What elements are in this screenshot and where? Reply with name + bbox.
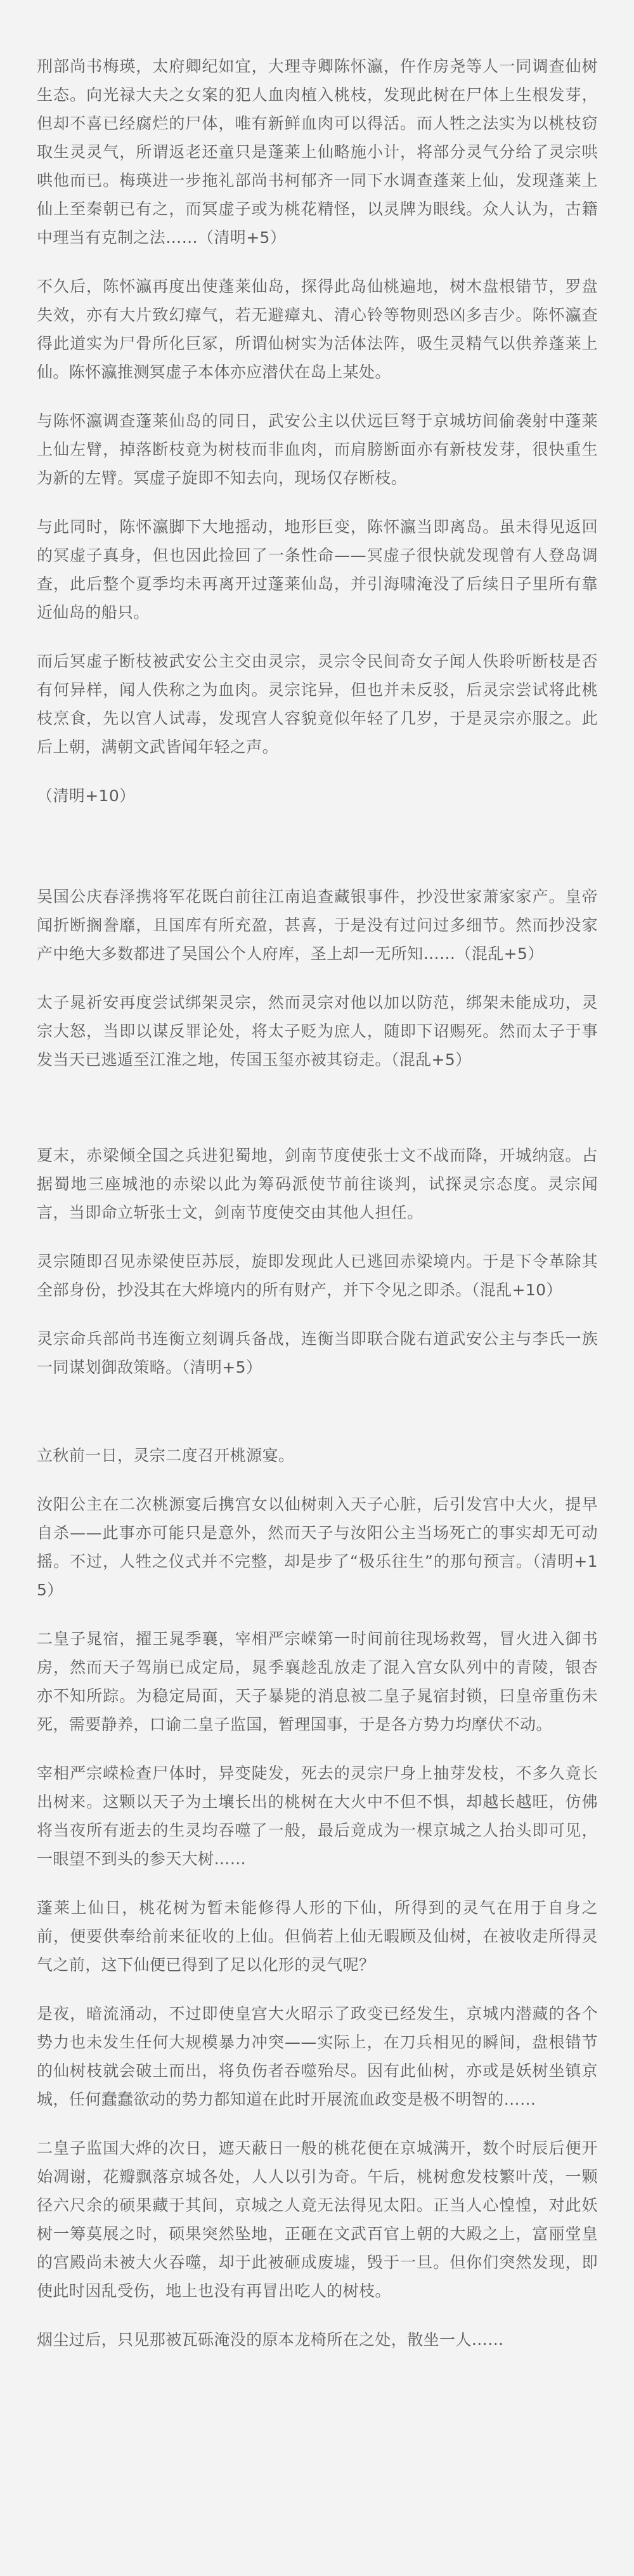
paragraph: 立秋前一日，灵宗二度召开桃源宴。 — [37, 1446, 295, 1465]
paragraph: 蓬莱上仙日，桃花树为暂未能修得人形的下仙，所得到的灵气在用于自身之前，便要供奉给前来征收的上仙。但倘若上仙无暇顾及仙树，在被收走所得灵气之前，这下仙便已得到了足以化形的灵气呢？ — [37, 1899, 598, 1974]
section-divider-space — [37, 1402, 598, 1441]
paragraph: 是夜，暗流涌动，不过即使皇宫大火昭示了政变已经发生，京城内潜藏的各个势力也未发生任何大规模暴力冲突——实际上，在刀兵相见的瞬间，盘根错节的仙树枝就会破土而出，将负伤者吞噬殆尽。因有此仙树，亦或是妖树坐镇京城，任何蠢蠢欲动的势力都知道在此时开展流血政变是极不明智的…… — [37, 2004, 598, 2109]
paragraph: 烟尘过后，只见那被瓦砾淹没的原本龙椅所在之处，散坐一人…… — [37, 2331, 504, 2349]
section-divider-space — [37, 1094, 598, 1141]
story-text-column — [37, 52, 598, 2354]
paragraph: 宰相严宗嵘检查尸体时，异变陡发，死去的灵宗尸身上抽芽发枝，不多久竟长出树来。这颗以天子为土壤长出的桃树在大火中不但不惧，却越长越旺，仿佛将当夜所有逝去的生灵均吞噬了一般，最后竟成为一棵京城之人抬头即可见，一眼望不到头的参天大树…… — [37, 1764, 598, 1868]
paragraph: 灵宗命兵部尚书连衡立刻调兵备战，连衡当即联合陇右道武安公主与李氏一族一同谋划御敌策略。（清明+5） — [37, 1330, 598, 1376]
paragraph: 汝阳公主在二次桃源宴后携宫女以仙树刺入天子心脏，后引发宫中大火，提早自杀——此事亦可能只是意外，然而天子与汝阳公主当场死亡的事实却无可动摇。不过，人牲之仪式并不完整，却是步了“极乐往生”的那句预言。（清明+15） — [37, 1495, 598, 1599]
paragraph: 太子晁祈安再度尝试绑架灵宗，然而灵宗对他以加以防范，绑架未能成功，灵宗大怒，当即以谋反罪论处，将太子贬为庶人，随即下诏赐死。然而太子于事发当天已逃遁至江淮之地，传国玉玺亦被其窃走。（混乱+5） — [37, 993, 598, 1069]
paragraph: 二皇子监国大烨的次日，遮天蔽日一般的桃花便在京城满开，数个时辰后便开始凋谢，花瓣飘落京城各处，人人以引为奇。午后，桃树愈发枝繁叶茂，一颗径六尺余的硕果藏于其间，京城之人竟无法得见太阳。正当人心惶惶，对此妖树一筹莫展之时，硕果突然坠地，正砸在文武百官上朝的大殿之上，富丽堂皇的宫殿尚未被大火吞噬，却于此被砸成废墟，毁于一旦。但你们突然发现，即使此时因乱受伤，地上也没有再冒出吃人的树枝。 — [37, 2139, 598, 2300]
paragraph: 而后冥虚子断枝被武安公主交由灵宗，灵宗令民间奇女子闻人佚聆听断枝是否有何异样，闻人佚称之为血肉。灵宗诧异，但也并未反驳，后灵宗尝试将此桃枝烹食，先以宫人试毒，发现宫人容貌竟似年轻了几岁，于是灵宗亦服之。此后上朝，满朝文武皆闻年轻之声。 — [37, 652, 598, 756]
paragraph: 吴国公庆春泽携将军花既白前往江南追查藏银事件，抄没世家萧家家产。皇帝闻折断搁誊靡，且国库有所充盈，甚喜，于是没有过问过多细节。然而抄没家产中绝大多数都进了吴国公个人府库，圣上却一无所知……（混乱+5） — [37, 887, 598, 963]
paragraph: 夏末，赤梁倾全国之兵进犯蜀地，剑南节度使张士文不战而降，开城纳寇。占据蜀地三座城池的赤梁以此为筹码派使节前往谈判，试探灵宗态度。灵宗闻言，当即命立斩张士文，剑南节度使交由其他人担任。 — [37, 1146, 598, 1222]
paragraph-status: （清明+10） — [37, 787, 136, 805]
paragraph: 与陈怀瀛调查蓬莱仙岛的同日，武安公主以伏远巨弩于京城坊间偷袭射中蓬莱上仙左臂，掉落断枝竟为树枝而非血肉，而肩膀断面亦有新枝发芽，很快重生为新的左臂。冥虚子旋即不知去向，现场仅存断枝。 — [37, 412, 598, 487]
paragraph: 不久后，陈怀瀛再度出使蓬莱仙岛，探得此岛仙桃遍地，树木盘根错节，罗盘失效，亦有大片致幻瘴气，若无避瘴丸、清心铃等物则恐凶多吉少。陈怀瀛查得此道实为尸骨所化巨冢，所谓仙树实为活体法阵，吸生灵精气以供养蓬莱上仙。陈怀瀛推测冥虚子本体亦应潜伏在岛上某处。 — [37, 277, 598, 381]
paragraph: 刑部尚书梅瑛，太府卿纪如宜，大理寺卿陈怀瀛，仵作房尧等人一同调查仙树生态。向光禄大夫之女案的犯人血肉植入桃枝，发现此树在尸体上生根发芽，但却不喜已经腐烂的尸体，唯有新鲜血肉可以得活。而人牲之法实为以桃枝窃取生灵灵气，所谓返老还童只是蓬莱上仙略施小计，将部分灵气分给了灵宗哄哄他而已。梅瑛进一步拖礼部尚书柯郁齐一同下水调查蓬莱上仙，发现蓬莱上仙上至秦朝已有之，而冥虚子或为桃花精怪，以灵牌为眼线。众人认为，古籍中理当有克制之法……（清明+5） — [37, 57, 598, 247]
paragraph: 与此同时，陈怀瀛脚下大地摇动，地形巨变，陈怀瀛当即离岛。虽未得见返回的冥虚子真身，但也因此捡回了一条性命——冥虚子很快就发现曾有人登岛调查，此后整个夏季均未再离开过蓬莱仙岛，并引海啸淹没了后续日子里所有靠近仙岛的船只。 — [37, 518, 598, 622]
paragraph: 灵宗随即召见赤梁使臣苏辰，旋即发现此人已逃回赤梁境内。于是下令革除其全部身份，抄没其在大烨境内的所有财产，并下令见之即杀。（混乱+10） — [37, 1252, 598, 1299]
paragraph: 二皇子晁宿，擢王晁季襄，宰相严宗嵘第一时间前往现场救驾，冒火进入御书房，然而天子驾崩已成定局，晁季襄趁乱放走了混入宫女队列中的青陵，银杏亦不知所踪。为稳定局面，天子暴毙的消息被二皇子晁宿封锁，曰皇帝重伤未死，需要静养，口谕二皇子监国，暂理国事，于是各方势力均摩伏不动。 — [37, 1630, 598, 1734]
section-divider-space — [37, 830, 598, 882]
